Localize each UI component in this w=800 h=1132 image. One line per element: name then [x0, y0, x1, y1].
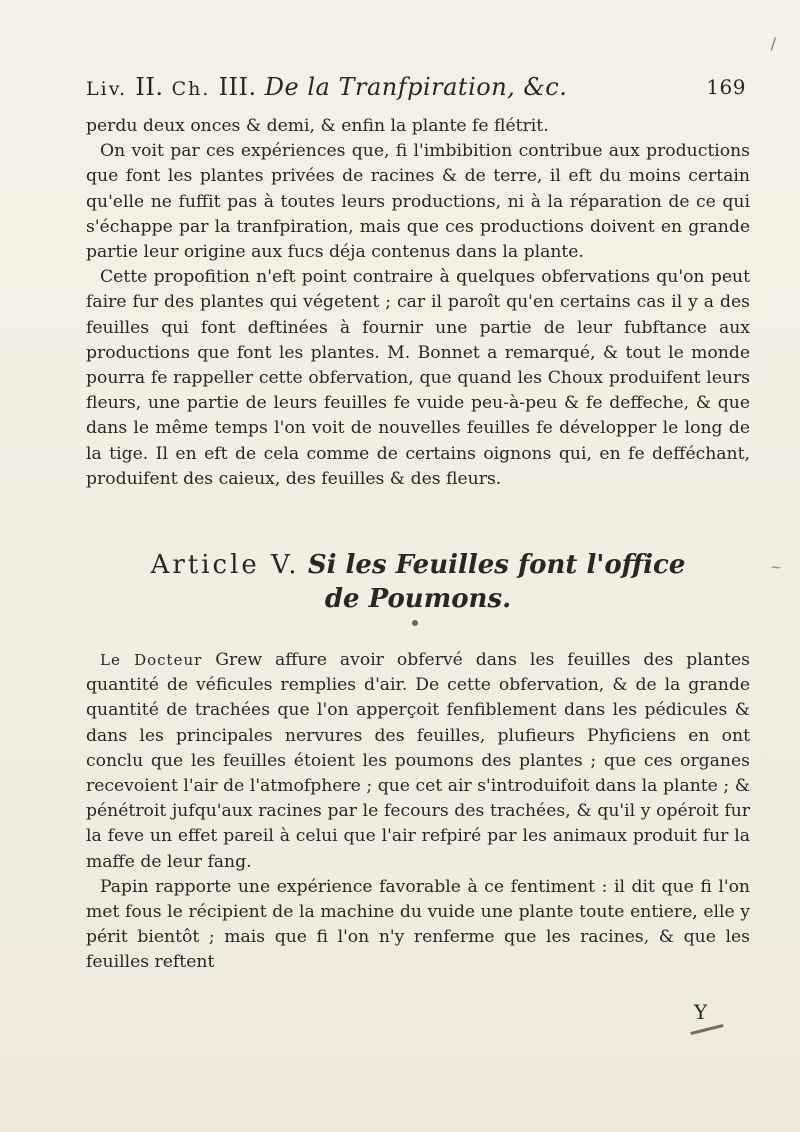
- header-title: De la Tranfpiration, &c.: [264, 73, 568, 101]
- paragraph: Papin rapporte une expérience favorable à ce fentiment : il dit que fi l'on met fous le récipient de la machine du vuide une plante toute entiere, elle y périt bientôt ; mais que fi l'on n'y renferme que les racines, & que les feuilles reftent: [86, 876, 750, 973]
- header-chapter: Ch.: [171, 78, 211, 100]
- margin-mark: ~: [770, 560, 782, 576]
- paragraph: On voit par ces expériences que, fi l'imbibition contribue aux productions que font les plantes privées de racines & de terre, il eft du moins certain qu'elle ne fuffit pas à toutes leurs productions, ni à la réparation de ce qui s'échappe par la tranfpiration, mais que ces productions doivent en grande partie leur origine aux fucs déja contenus dans la plante.: [86, 141, 750, 263]
- article-label: Article V.: [150, 550, 300, 580]
- paragraph-rest: Grew affure avoir obfervé dans les feuilles des plantes quantité de véficules remplies d'air. De cette obfervation, & de la grande quantité de trachées que l'on apperçoit fenfiblement dans les pédicules & dans les principales nervures des feuilles, plufieurs Phyficiens en ont conclu que les feuilles étoient les poumons des plantes ; que ces organes recevoient l'air de l'atmofphere ; que cet air s'introduifoit dans la plante ; & pénétroit jufqu'aux racines par le fecours des trachées, & qu'il y opéroit fur la feve un effet pareil à celui que l'air refpiré par les animaux produit fur la maffe de leur fang.: [86, 650, 750, 872]
- header-book: Liv.: [86, 78, 128, 100]
- corner-mark: /: [770, 34, 776, 53]
- article-heading: [86, 548, 750, 616]
- article-title-line1: Si les Feuilles font l'office: [307, 550, 686, 580]
- article-title-line2: de Poumons.: [324, 584, 512, 614]
- body-text-bottom: [86, 648, 750, 976]
- paragraph-continuation: perdu deux onces & demi, & enfin la plante fe flétrit.: [86, 116, 549, 136]
- header-book-number: II.: [135, 73, 164, 101]
- body-text-top: [86, 114, 750, 492]
- paragraph: [86, 648, 750, 875]
- paragraph: Cette propofition n'eft point contraire à quelques obfervations qu'on peut faire fur des plantes qui végetent ; car il paroît qu'en certains cas il y a des feuilles qui font deftinées à fournir une partie de leur fubftance aux productions que font les plantes. M. Bonnet a remarqué, & tout le monde pourra fe rappeller cette obfervation, que quand les Choux produifent leurs fleurs, une partie de leurs feuilles fe vuide peu-à-peu & fe deffeche, & que dans le même temps l'on voit de nouvelles feuilles fe développer le long de la tige. Il en eft de cela comme de certains oignons qui, en fe defféchant, produifent des caieux, des feuilles & des fleurs.: [86, 267, 750, 489]
- signature-mark: Y: [694, 1000, 708, 1024]
- running-header: [86, 72, 746, 104]
- page-number: 169: [706, 75, 746, 99]
- ornament-dot: [412, 620, 418, 626]
- header-chapter-number: III.: [218, 73, 257, 101]
- lead-smallcaps: Le Docteur: [100, 651, 203, 669]
- ink-stain: [690, 1024, 724, 1035]
